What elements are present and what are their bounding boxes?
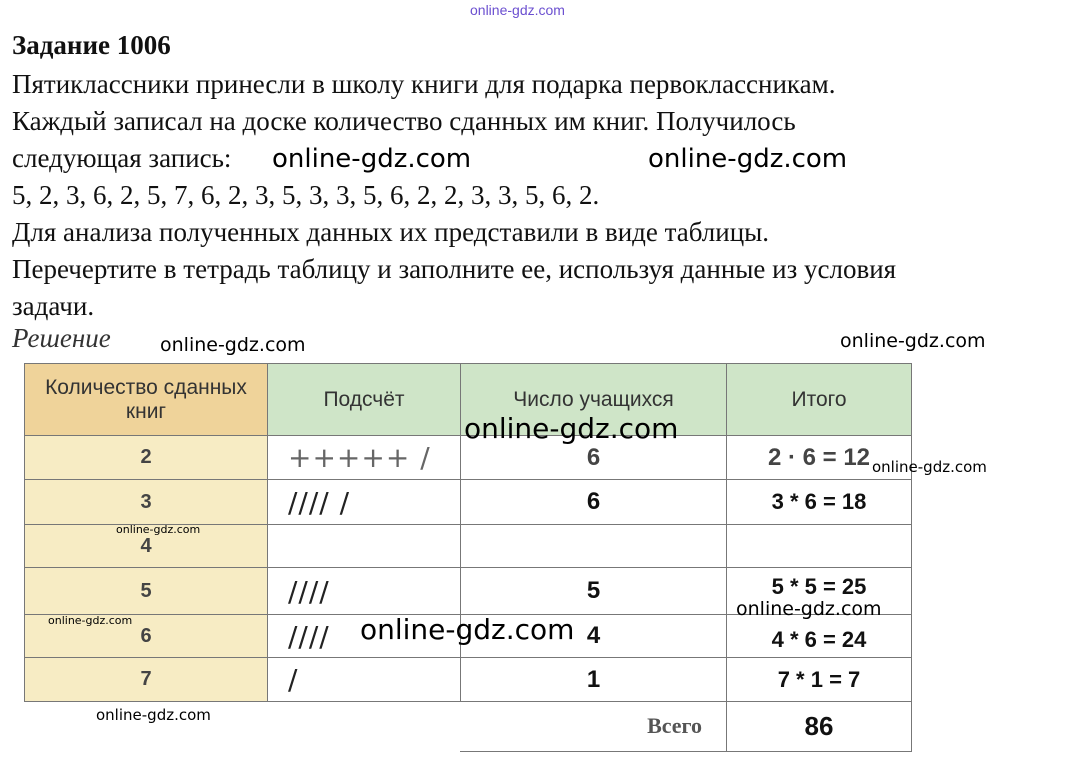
tally-cell: +++++ /	[267, 435, 461, 480]
problem-line-2: Каждый записал на доске количество сданных им книг. Получилось	[12, 106, 796, 136]
table-row-books: 2	[24, 435, 268, 480]
grand-total: 86	[726, 701, 912, 752]
table-row-books: 3	[24, 479, 268, 525]
problem-line-3: следующая запись:	[12, 143, 232, 173]
student-count: 5	[460, 567, 727, 615]
problem-line-4: 5, 2, 3, 6, 2, 5, 7, 6, 2, 3, 5, 3, 3, 5, 6, 2, 2, 3, 3, 5, 6, 2.	[12, 180, 600, 210]
table-row-books: 6	[24, 614, 268, 658]
watermark: online-gdz.com	[360, 613, 575, 646]
watermark: online-gdz.com	[48, 614, 133, 627]
header-tally: Подсчёт	[267, 363, 461, 436]
task-title: Задание 1006	[12, 30, 171, 60]
top-watermark: online-gdz.com	[470, 2, 565, 18]
watermark: online-gdz.com	[464, 412, 679, 445]
student-count: 1	[460, 657, 727, 702]
watermark: online-gdz.com	[96, 706, 211, 724]
tally-cell	[267, 524, 461, 568]
watermark: online-gdz.com	[116, 523, 201, 536]
row-total	[726, 524, 912, 568]
row-total: 5 * 5 = 25	[726, 567, 912, 615]
watermark: online-gdz.com	[648, 144, 848, 174]
watermark: online-gdz.com	[872, 458, 987, 476]
header-students: Число учащихся	[460, 363, 727, 436]
problem-line-1: Пятиклассники принесли в школу книги для подарка первоклассникам.	[12, 69, 836, 99]
problem-line-6: Перечертите в тетрадь таблицу и заполните ее, используя данные из условия	[12, 254, 897, 284]
header-total: Итого	[726, 363, 912, 436]
student-count: 6	[460, 435, 727, 480]
tally-cell: ////	[267, 614, 461, 658]
total-label: Всего	[460, 701, 727, 752]
tally-cell: ////	[267, 567, 461, 615]
table-row-books: 5	[24, 567, 268, 615]
tally-cell: /	[267, 657, 461, 702]
problem-line-7: задачи.	[12, 291, 95, 321]
table-row-books: 4	[24, 524, 268, 568]
watermark: online-gdz.com	[160, 334, 306, 356]
student-count	[460, 524, 727, 568]
solution-label: Решение	[12, 323, 111, 353]
problem-line-5: Для анализа полученных данных их представили в виде таблицы.	[12, 217, 770, 247]
row-total: 3 * 6 = 18	[726, 479, 912, 525]
watermark: online-gdz.com	[840, 330, 986, 352]
watermark: online-gdz.com	[272, 144, 472, 174]
student-count: 6	[460, 479, 727, 525]
row-total: 4 * 6 = 24	[726, 614, 912, 658]
table-row-books: 7	[24, 657, 268, 702]
watermark: online-gdz.com	[736, 598, 882, 620]
student-count: 4	[460, 614, 727, 658]
row-total: 7 * 1 = 7	[726, 657, 912, 702]
row-total: 2 · 6 = 12	[726, 435, 912, 480]
header-books: Количество сданных книг	[24, 363, 268, 436]
tally-cell: //// /	[267, 479, 461, 525]
